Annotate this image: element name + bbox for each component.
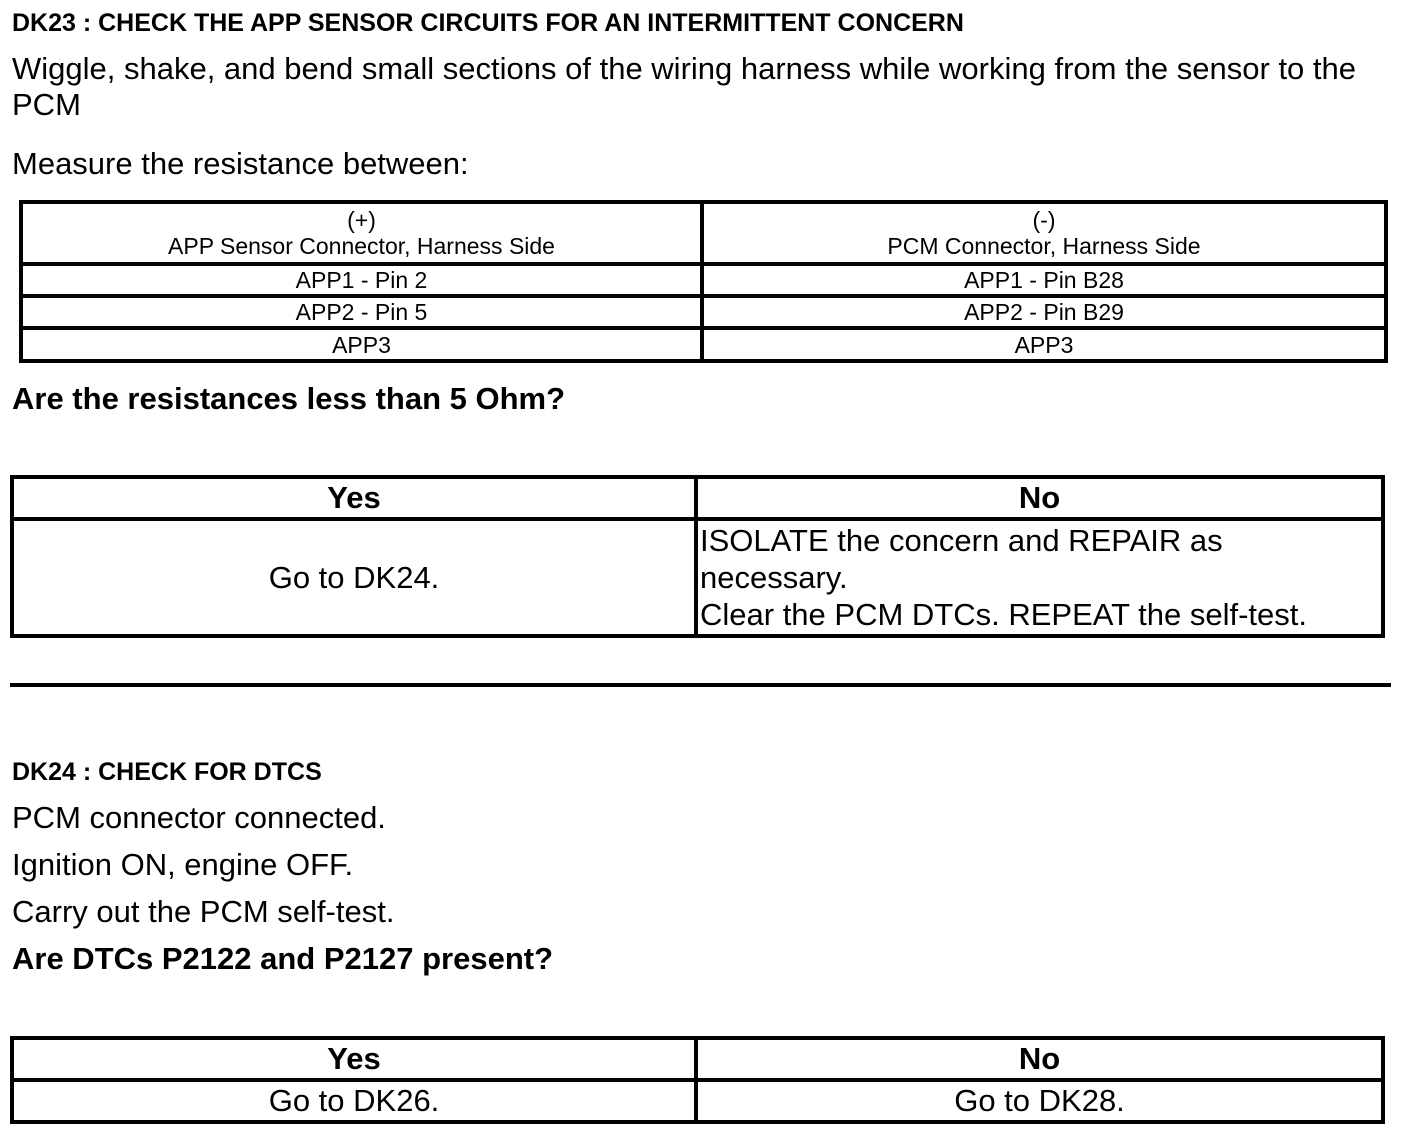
dk24-answer-row xyxy=(12,1080,1383,1122)
no-action-line: necessary. xyxy=(700,560,848,595)
dk23-answer-table xyxy=(10,475,1385,638)
table-cell: APP1 - Pin B28 xyxy=(702,264,1386,296)
table-cell: APP1 - Pin 2 xyxy=(21,264,702,296)
table-cell: APP2 - Pin 5 xyxy=(21,296,702,328)
no-action-line: Clear the PCM DTCs. REPEAT the self-test. xyxy=(700,597,1307,632)
yes-header: Yes xyxy=(12,477,696,519)
dk24-question: Are DTCs P2122 and P2127 present? xyxy=(12,941,554,976)
no-header: No xyxy=(696,1038,1383,1080)
table-row xyxy=(21,328,1386,361)
section-divider xyxy=(10,683,1391,687)
dk23-heading: DK23 : CHECK THE APP SENSOR CIRCUITS FOR AN INTERMITTENT CONCERN xyxy=(12,9,964,37)
yes-header: Yes xyxy=(12,1038,696,1080)
no-action-line: ISOLATE the concern and REPAIR as xyxy=(700,523,1223,558)
table-row xyxy=(21,264,1386,296)
dk23-question: Are the resistances less than 5 Ohm? xyxy=(12,381,566,416)
table-cell: APP2 - Pin B29 xyxy=(702,296,1386,328)
dk24-answer-table xyxy=(10,1036,1385,1124)
positive-label: APP Sensor Connector, Harness Side xyxy=(168,233,555,259)
dk23-answer-header-row xyxy=(12,477,1383,519)
negative-sign: (-) xyxy=(1032,207,1056,233)
negative-label: PCM Connector, Harness Side xyxy=(887,233,1201,259)
dk23-instruction: Wiggle, shake, and bend small sections of the wiring harness while working from the sensor to the PCM xyxy=(12,51,1357,122)
no-action: Go to DK28. xyxy=(696,1080,1383,1122)
dk24-heading: DK24 : CHECK FOR DTCS xyxy=(12,758,322,786)
resistance-table xyxy=(19,200,1388,363)
yes-action: Go to DK24. xyxy=(12,519,696,636)
dk24-step-2: Ignition ON, engine OFF. xyxy=(12,847,354,882)
table-row xyxy=(21,296,1386,328)
table-cell: APP3 xyxy=(702,328,1386,361)
dk23-measure-text: Measure the resistance between: xyxy=(12,146,469,181)
resistance-header-negative xyxy=(702,202,1386,264)
dk23-answer-row xyxy=(12,519,1383,636)
table-cell: APP3 xyxy=(21,328,702,361)
yes-action: Go to DK26. xyxy=(12,1080,696,1122)
dk24-step-3: Carry out the PCM self-test. xyxy=(12,894,395,929)
resistance-header-positive xyxy=(21,202,702,264)
no-header: No xyxy=(696,477,1383,519)
resistance-table-header-row xyxy=(21,202,1386,264)
no-action xyxy=(696,519,1383,636)
dk24-answer-header-row xyxy=(12,1038,1383,1080)
dk24-step-1: PCM connector connected. xyxy=(12,800,386,835)
positive-sign: (+) xyxy=(347,207,376,233)
